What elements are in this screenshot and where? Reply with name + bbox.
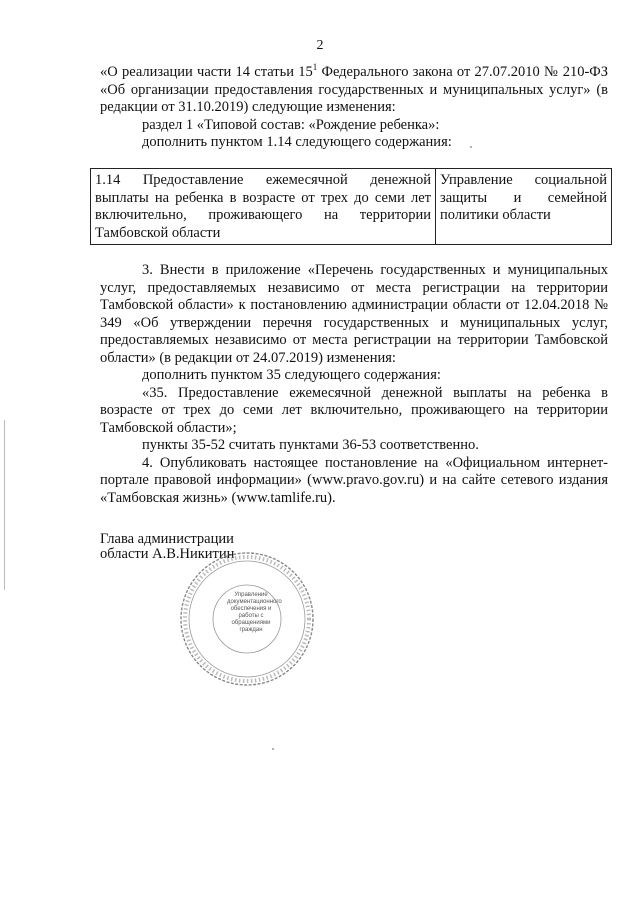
- section3-paragraph-3: «35. Предоставление ежемесячной денежной выплаты на ребенка в возрасте от трех до семи лет включительно, проживающего на территории Тамбовской области»;: [100, 384, 608, 436]
- section-ref: раздел 1 «Типовой состав: «Рождение ребенка»:: [142, 116, 440, 133]
- signature-name: области А.В.Никитин: [100, 546, 235, 562]
- authority-cell: Управление социальной защиты и семейной политики области: [436, 169, 612, 245]
- scan-edge-mark: [4, 420, 5, 590]
- section3-paragraph-4: пункты 35-52 считать пунктами 36-53 соответственно.: [142, 437, 479, 453]
- section3-paragraph-1: 3. Внести в приложение «Перечень государственных и муниципальных услуг, предоставляемых независимо от места регистрации на территории Тамбовской области» к постановлению администрации области от 12.04.2018 № 349 «Об утверждении перечня государственных и муниципальных услуг, предоставляемых независимо от места регистрации на территории Тамбовской области» (в редакции от 24.07.2019) изменения:: [100, 262, 608, 366]
- section3-paragraph-2: дополнить пунктом 35 следующего содержания:: [142, 367, 441, 383]
- intro-line1-pre: «О реализации части 14 статьи 15: [100, 64, 313, 80]
- services-table: [90, 168, 612, 245]
- table-row: [91, 169, 612, 245]
- scan-dot: [470, 146, 472, 148]
- intro-paragraph: [100, 64, 608, 117]
- intro-line-rest: № 210-ФЗ «Об организации предоставления государственных и муниципальных услуг» (в редакции от 31.10.2019) следующие изменения:: [100, 64, 608, 115]
- add-item-line: дополнить пунктом 1.14 следующего содержания:: [142, 134, 452, 150]
- section-3: [100, 262, 608, 507]
- intro-block: [100, 64, 608, 152]
- intro-line1-post: Федерального закона от 27.07.2010: [317, 64, 540, 80]
- intro-superscript: 1: [312, 62, 318, 73]
- page-number: 2: [316, 38, 324, 53]
- seal-text: Управление документационного обеспечения и работы с обращениями граждан: [227, 592, 282, 633]
- service-cell: 1.14 Предоставление ежемесячной денежной выплаты на ребенка в возрасте от трех до семи лет включительно, проживающего на территории Тамбовской области: [91, 169, 436, 245]
- scan-dot: [272, 748, 274, 750]
- section4-paragraph-1: 4. Опубликовать настоящее постановление на «Официальном интернет-портале правовой информации» (www.pravo.gov.ru) и на сайте сетевого издания «Тамбовская жизнь» (www.tamlife.ru).: [100, 454, 608, 506]
- signature-title: Глава администрации: [100, 531, 234, 547]
